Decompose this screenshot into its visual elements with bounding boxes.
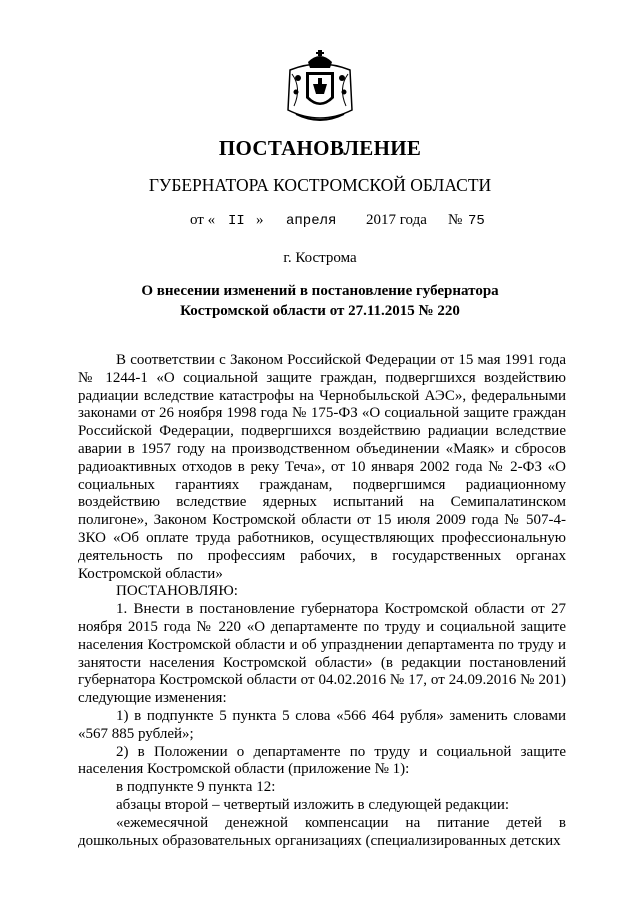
document-body [78,352,566,850]
new-wording-paragraph: «ежемесячной денежной компенсации на питание детей в дошкольных образовательных организациях (специализированных детских [78,814,566,849]
issuer-title: ГУБЕРНАТОРА КОСТРОМСКОЙ ОБЛАСТИ [148,175,492,195]
document-heading [0,281,640,321]
number-label: № [448,212,463,228]
heading-line-1: О внесении изменений в постановление губернатора [141,283,499,299]
paragraphs-instruction: абзацы второй – четвертый изложить в следующей редакции: [116,796,510,813]
heading-line-2: Костромской области от 27.11.2015 № 220 [180,303,460,319]
document-type-title: ПОСТАНОВЛЕНИЕ [218,136,422,160]
date-year: 2017 года [366,212,427,228]
preamble-paragraph: В соответствии с Законом Российской Федерации от 15 мая 1991 года № 1244-1 «О социальной защите граждан, подвергшихся воздействию радиации вследствие катастрофы на Чернобыльской АЭС», федеральными законами от 26 ноября 1998 года № 175-ФЗ «О социальной защите граждан Российской Федерации, подвергшихся воздействию радиации вследствие аварии в 1957 году на производственном объединении «Маяк» и сбросов радиоактивных отходов в реку Теча», от 10 января 2002 года № 2-ФЗ «О социальных гарантиях гражданам, подвергшимся радиационному воздействию вследствие ядерных испытаний на Семипалатинском полигоне», Законом Костромской области от 15 июля 2009 года № 507-4-ЗКО «Об оплате труда работников, осуществляющих профессиональную деятельность по профессиям рабочих, в государственных органах Костромской области» [78,352,566,582]
date-prefix: от « [190,212,216,228]
resolve-paragraph: ПОСТАНОВЛЯЮ: [116,583,238,600]
subitem-2-paragraph: 2) в Положении о департаменте по труду и социальной защите населения Костромской области (приложение № 1): [78,743,566,778]
coat-of-arms-icon [282,48,358,128]
subpoint-paragraph: в подпункте 9 пункта 12: [116,779,276,796]
document-number: 75 [468,213,485,229]
city-line: г. Кострома [283,250,357,266]
subitem-1-paragraph: 1) в подпункте 5 пункта 5 слова «566 464 рубля» заменить словами «567 885 рублей»; [78,707,566,742]
date-month: апреля [286,213,337,229]
date-day: II [228,213,245,229]
date-close-quote: » [256,212,264,228]
item-1-paragraph: 1. Внести в постановление губернатора Костромской области от 27 ноября 2015 года № 220 «О департаменте по труду и социальной защите населения Костромской области и об упразднении департамента по труду и занятости населения Костромской области» (в редакции постановлений губернатора Костромской области от 04.02.2016 № 17, от 24.09.2016 № 201) следующие изменения: [78,601,566,707]
